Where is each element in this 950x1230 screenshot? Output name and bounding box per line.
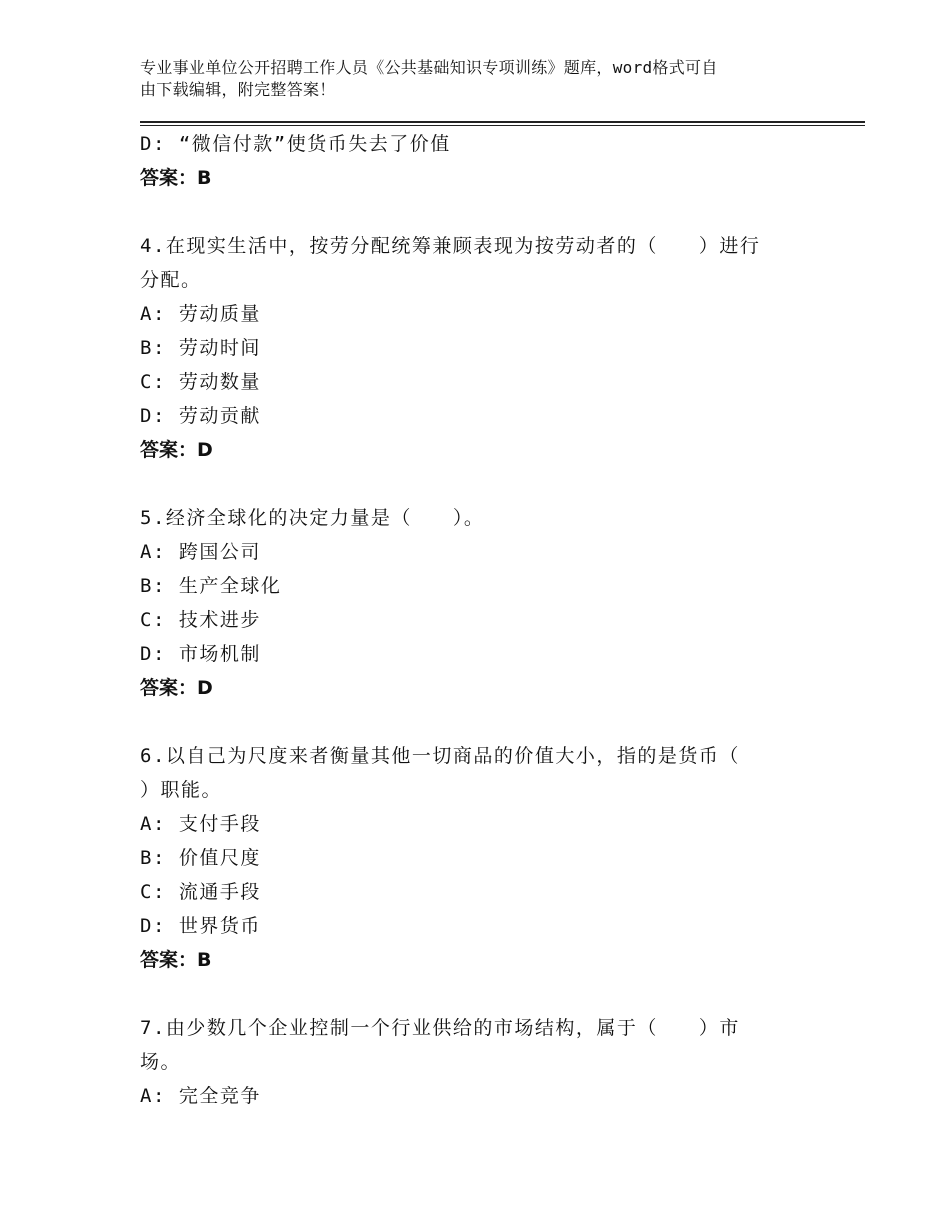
option-b: B: 生产全球化: [140, 575, 282, 597]
header-line-2: 由下载编辑，附完整答案！: [140, 80, 336, 99]
question-stem-cont: 场。: [140, 1051, 182, 1073]
question-stem-cont: 分配。: [140, 269, 202, 291]
question-6: [140, 739, 820, 977]
question-stem: 6.以自己为尺度来者衡量其他一切商品的价值大小，指的是货币（: [140, 745, 740, 767]
answer: 答案：D: [140, 677, 213, 699]
option-b: B: 价值尺度: [140, 847, 261, 869]
option-a: A: 完全竞争: [140, 1085, 261, 1107]
header-rule-thin: [140, 125, 865, 126]
question-3-tail: [140, 127, 820, 195]
option-b: B: 劳动时间: [140, 337, 261, 359]
question-4: [140, 229, 820, 467]
question-7: [140, 1011, 820, 1113]
option-a: A: 跨国公司: [140, 541, 261, 563]
option-c: C: 技术进步: [140, 609, 261, 631]
question-stem: 4.在现实生活中，按劳分配统筹兼顾表现为按劳动者的（ ）进行: [140, 235, 761, 257]
header-line-1: 专业事业单位公开招聘工作人员《公共基础知识专项训练》题库，word格式可自: [140, 58, 718, 77]
option-d: D: “微信付款”使货币失去了价值: [140, 133, 451, 155]
option-d: D: 劳动贡献: [140, 405, 261, 427]
answer: 答案：B: [140, 949, 212, 971]
option-c: C: 流通手段: [140, 881, 261, 903]
option-a: A: 劳动质量: [140, 303, 261, 325]
option-a: A: 支付手段: [140, 813, 261, 835]
page-header: [140, 57, 820, 101]
question-list: [140, 127, 820, 1113]
header-rule-thick: [140, 121, 865, 123]
option-c: C: 劳动数量: [140, 371, 261, 393]
question-stem: 7.由少数几个企业控制一个行业供给的市场结构，属于（ ）市: [140, 1017, 740, 1039]
answer: 答案：B: [140, 167, 212, 189]
option-d: D: 世界货币: [140, 915, 261, 937]
question-5: [140, 501, 820, 705]
question-stem: 5.经济全球化的决定力量是（ ）。: [140, 507, 485, 529]
question-stem-cont: ）职能。: [140, 779, 223, 801]
option-d: D: 市场机制: [140, 643, 261, 665]
answer: 答案：D: [140, 439, 213, 461]
